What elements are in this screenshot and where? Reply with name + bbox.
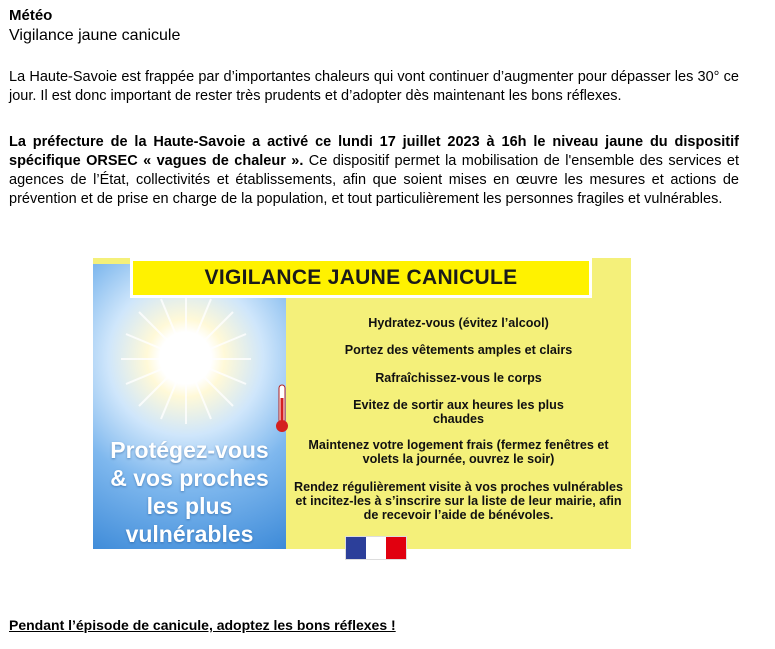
poster-header: VIGILANCE JAUNE CANICULE [130,258,592,298]
protect-line: les plus [146,493,233,519]
footer-heading: Pendant l’épisode de canicule, adoptez les bons réflexes ! [9,617,396,633]
advice-item: Portez des vêtements amples et clairs [344,343,573,357]
advice-item: Hydratez-vous (évitez l’alcool) [368,316,549,330]
article-title: Vigilance jaune canicule [9,27,181,44]
intro-paragraph: La Haute-Savoie est frappée par d’importantes chaleurs qui vont continuer d’augmenter pour dépasser les 30° ce jour. Il est donc important de rester très prudents et d’adopter dès maintenant les bons réflexes. [9,69,739,104]
protect-line: Protégez-vous [110,437,269,463]
marianne-logo [345,536,407,560]
advice-item: Evitez de sortir aux heures les plus chaudes [353,398,564,426]
sun-icon [121,294,251,424]
protect-line: vulnérables [125,521,254,547]
advice-item: Maintenez votre logement frais (fermez fenêtres et volets la journée, ouvrez le soir) [308,438,609,466]
protect-line: & vos proches [110,465,269,491]
prefecture-paragraph [9,133,739,209]
canicule-poster [93,258,631,549]
prefecture-paragraph-bold: La préfecture de la Haute-Savoie a activé ce lundi 17 juillet 2023 à 16h le niveau jaune du dispositif spécifique ORSEC « vagues de chaleur ». [9,134,739,169]
protect-message [93,436,286,548]
advice-item: Rendez régulièrement visite à vos proches vulnérables et incitez-les à s’inscrire sur la liste de leur mairie, afin de recevoir l’aide de bénévoles. [294,480,623,522]
prefecture-paragraph-text: Ce dispositif permet la mobilisation de l'ensemble des services et agences de l’État, collectivités et établissements, afin que soient mises en œuvre les mesures et actions de prévention et de prise en charge de la population, et tout particulièrement les personnes fragiles et vulnérables. [9,153,740,207]
sky-sun-panel [93,264,286,549]
advice-item: Rafraîchissez-vous le corps [375,371,542,385]
article-category: Météo [9,7,53,24]
